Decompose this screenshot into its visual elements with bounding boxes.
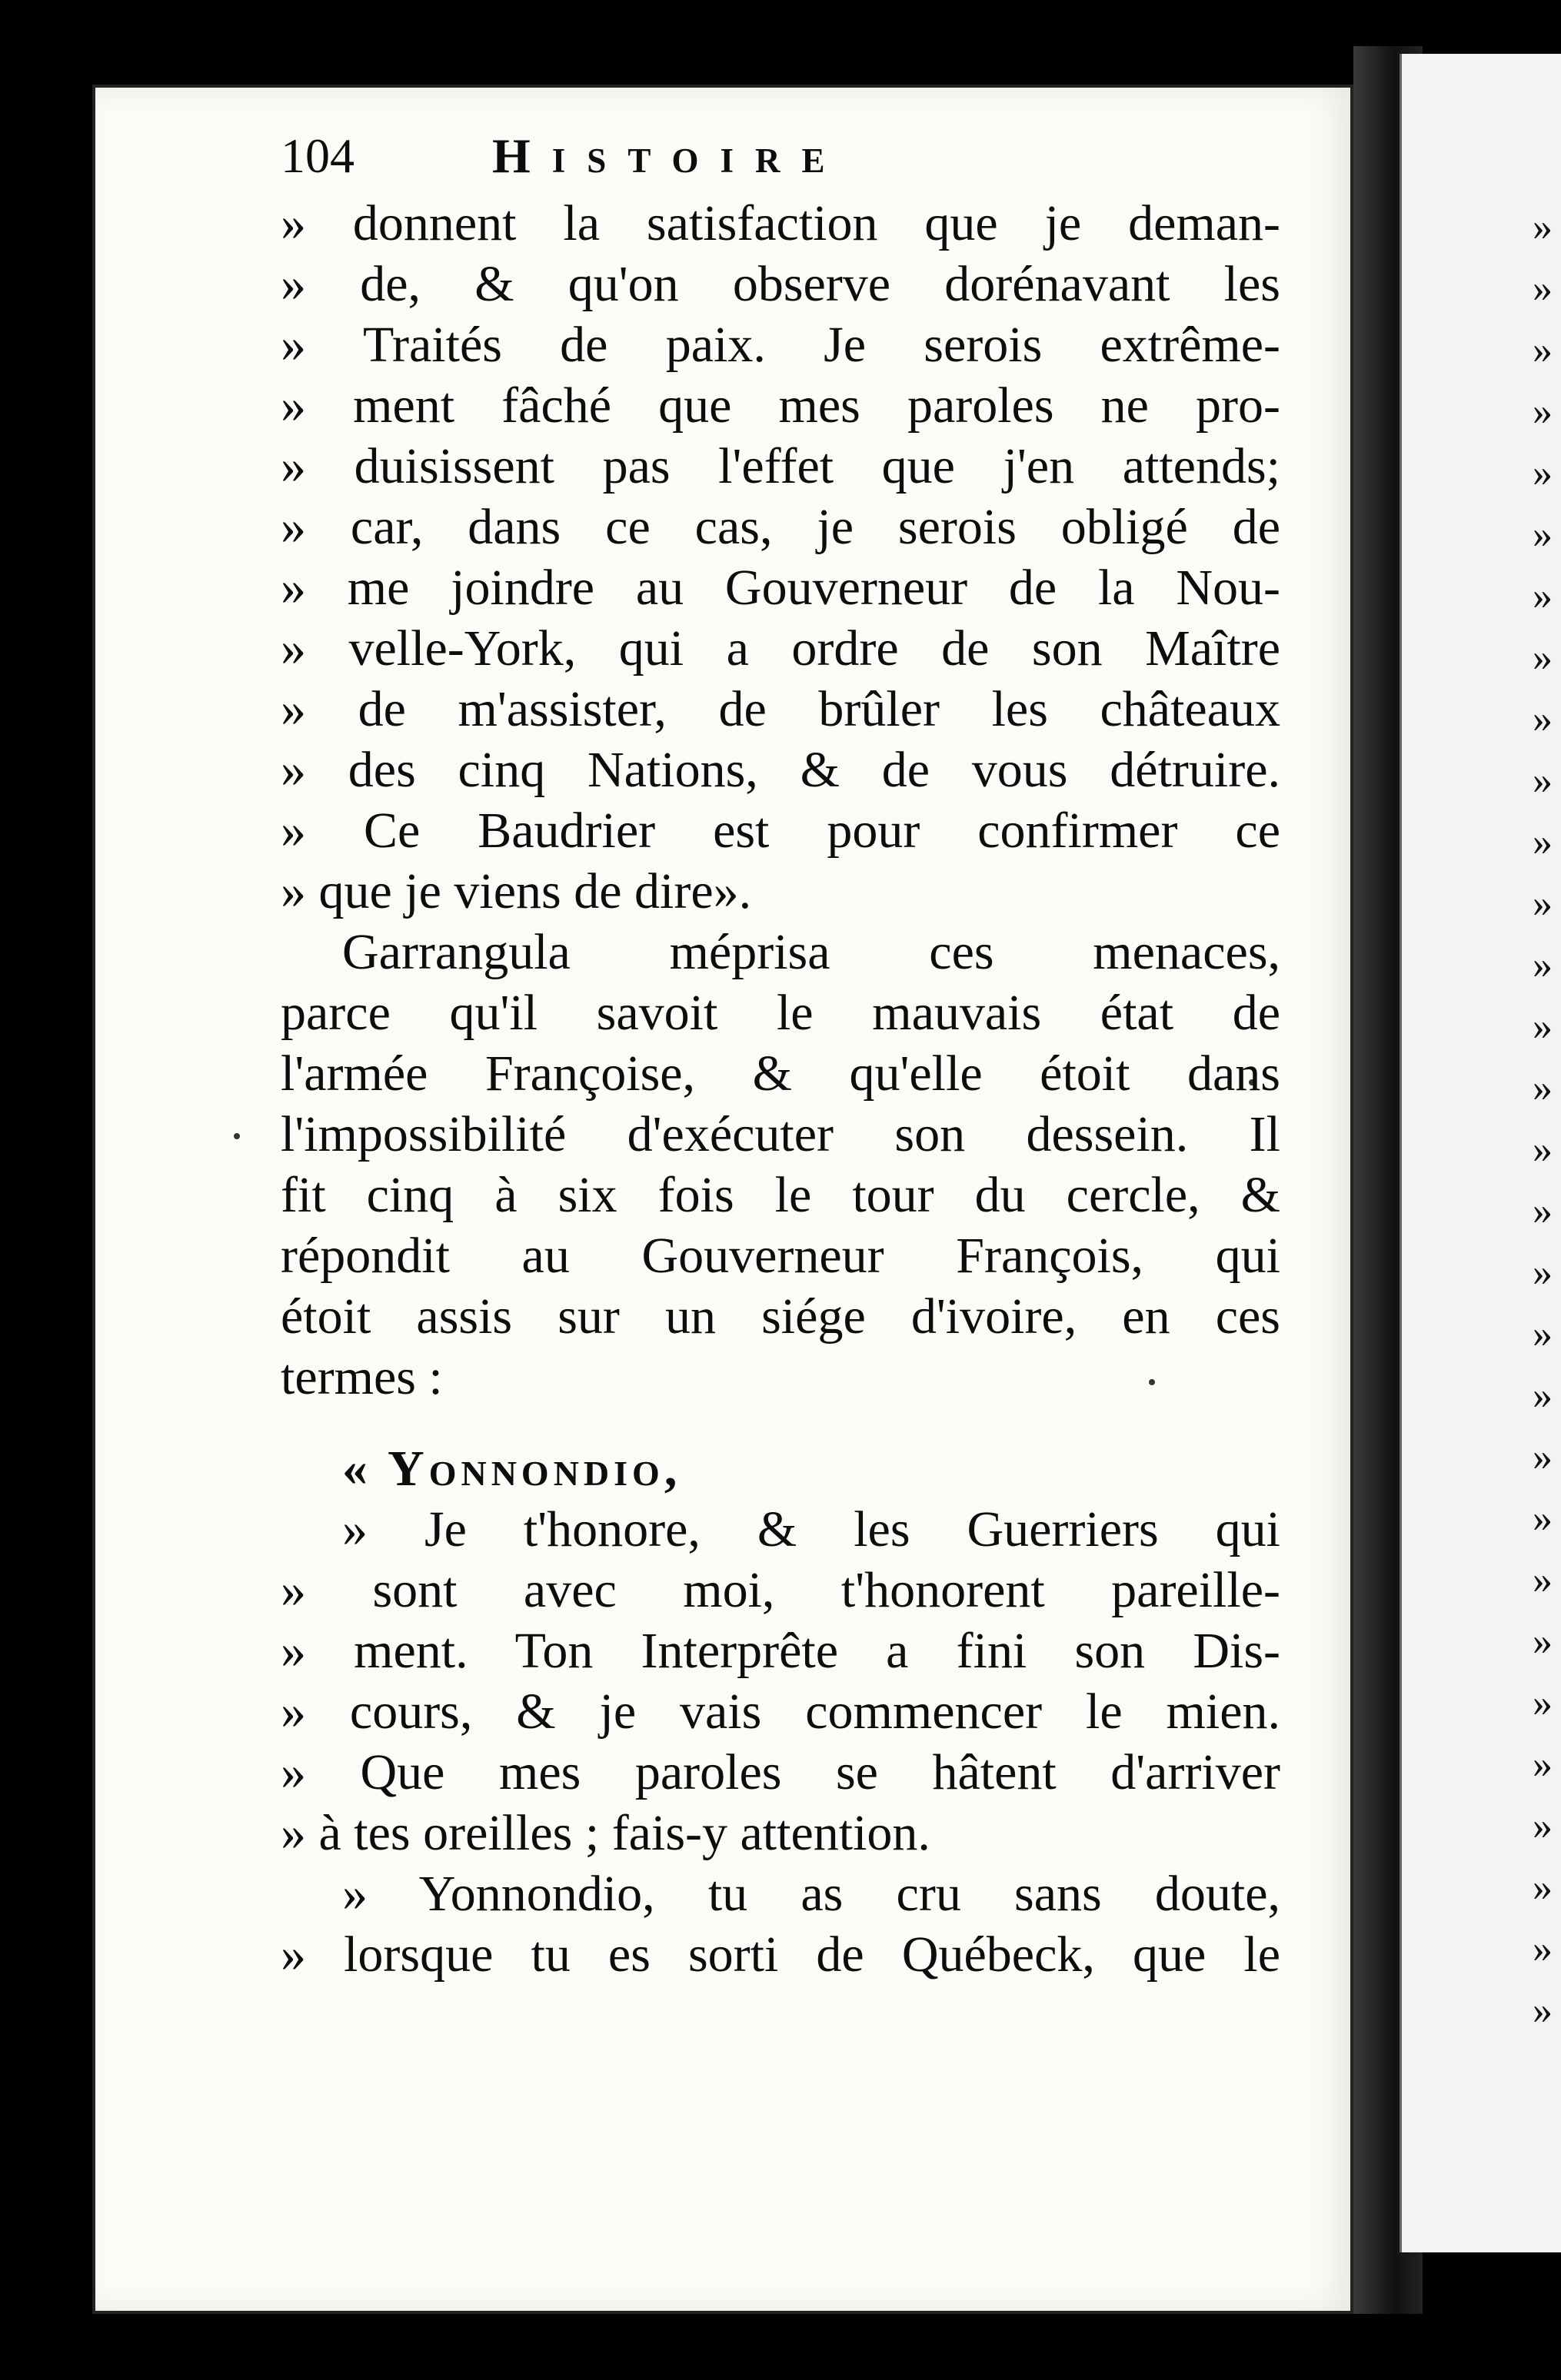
facing-page-quote-mark: » <box>1533 1866 1553 1910</box>
text-line: termes : <box>281 1349 443 1405</box>
running-head: Histoire <box>492 128 847 183</box>
text-line: l'armée Françoise, & qu'elle étoit dans <box>281 1045 1280 1102</box>
facing-page-edge <box>1400 54 1561 2252</box>
facing-page-quote-mark: » <box>1533 1435 1553 1479</box>
facing-page-quote-mark: » <box>1533 943 1553 987</box>
facing-page-quote-mark: » <box>1533 205 1553 249</box>
facing-page-quote-mark: » <box>1533 451 1553 495</box>
facing-page-quote-mark: » <box>1533 1804 1553 1848</box>
text-line: » ment fâché que mes paroles ne pro- <box>281 377 1280 434</box>
page-header <box>281 119 1280 193</box>
facing-page-quote-mark: » <box>1533 1128 1553 1172</box>
text-line: » duisissent pas l'effet que j'en attends; <box>281 438 1280 494</box>
page-text <box>281 119 1280 1985</box>
text-line: » Yonnondio, tu as cru sans doute, <box>342 1866 1280 1922</box>
text-line: » Ce Baudrier est pour confirmer ce <box>281 803 1280 859</box>
facing-page-quote-mark: » <box>1533 636 1553 680</box>
text-line: parce qu'il savoit le mauvais état de <box>281 985 1280 1041</box>
text-line: répondit au Gouverneur François, qui <box>281 1228 1280 1284</box>
facing-page-quote-mark: » <box>1533 267 1553 311</box>
facing-page-quote-mark: » <box>1533 759 1553 803</box>
facing-page-quote-mark: » <box>1533 390 1553 434</box>
page-number: 104 <box>281 128 354 183</box>
facing-page-quote-mark: » <box>1533 1312 1553 1356</box>
text-line: » Traités de paix. Je serois extrême- <box>281 317 1280 373</box>
facing-page-quote-mark: » <box>1533 820 1553 864</box>
facing-page-quote-mark: » <box>1533 1189 1553 1233</box>
text-line: Garrangula méprisa ces menaces, <box>342 924 1280 980</box>
text-line: » sont avec moi, t'honorent pareille- <box>281 1562 1280 1618</box>
facing-page-quote-mark: » <box>1533 1681 1553 1725</box>
facing-page-quote-mark: » <box>1533 1558 1553 1602</box>
text-line: fit cinq à six fois le tour du cercle, & <box>281 1167 1280 1223</box>
facing-page-quote-mark: » <box>1533 513 1553 557</box>
text-line: » à tes oreilles ; fais-y attention. <box>281 1805 930 1861</box>
facing-page-quote-mark: » <box>1533 1251 1553 1295</box>
text-line: » car, dans ce cas, je serois obligé de <box>281 499 1280 555</box>
text-line: l'impossibilité d'exécuter son dessein. Il <box>281 1106 1280 1162</box>
facing-page-quote-mark: » <box>1533 697 1553 741</box>
facing-page-quote-mark: » <box>1533 882 1553 926</box>
text-line: » donnent la satisfaction que je deman- <box>281 195 1280 251</box>
text-line: » des cinq Nations, & de vous détruire. <box>281 742 1280 798</box>
facing-page-quote-mark: » <box>1533 1989 1553 2033</box>
facing-page-quote-mark: » <box>1533 1066 1553 1110</box>
salutation-line: « Yonnondio, <box>342 1441 682 1497</box>
text-line: » me joindre au Gouverneur de la Nou- <box>281 560 1280 616</box>
facing-page-quote-mark: » <box>1533 328 1553 372</box>
text-line: » cours, & je vais commencer le mien. <box>281 1684 1280 1740</box>
text-line: » Que mes paroles se hâtent d'arriver <box>281 1744 1280 1800</box>
text-line: » de, & qu'on observe dorénavant les <box>281 256 1280 312</box>
facing-page-quote-mark: » <box>1533 1743 1553 1787</box>
text-line: » Je t'honore, & les Guerriers qui <box>342 1501 1280 1557</box>
text-line: » velle-York, qui a ordre de son Maître <box>281 620 1280 676</box>
facing-page-quote-mark: » <box>1533 1927 1553 1971</box>
text-line: » lorsque tu es sorti de Québeck, que le <box>281 1926 1280 1983</box>
facing-page-quote-mark: » <box>1533 1497 1553 1541</box>
text-line: » que je viens de dire». <box>281 863 752 919</box>
ink-speck <box>234 1133 240 1139</box>
facing-page-quote-mark: » <box>1533 1620 1553 1664</box>
text-line: » ment. Ton Interprête a fini son Dis- <box>281 1623 1280 1679</box>
facing-page-quote-mark: » <box>1533 1005 1553 1049</box>
text-line: » de m'assister, de brûler les châteaux <box>281 681 1280 737</box>
facing-page-quote-mark: » <box>1533 1374 1553 1418</box>
text-line: étoit assis sur un siége d'ivoire, en ces <box>281 1288 1280 1345</box>
facing-page-quote-mark: » <box>1533 574 1553 618</box>
